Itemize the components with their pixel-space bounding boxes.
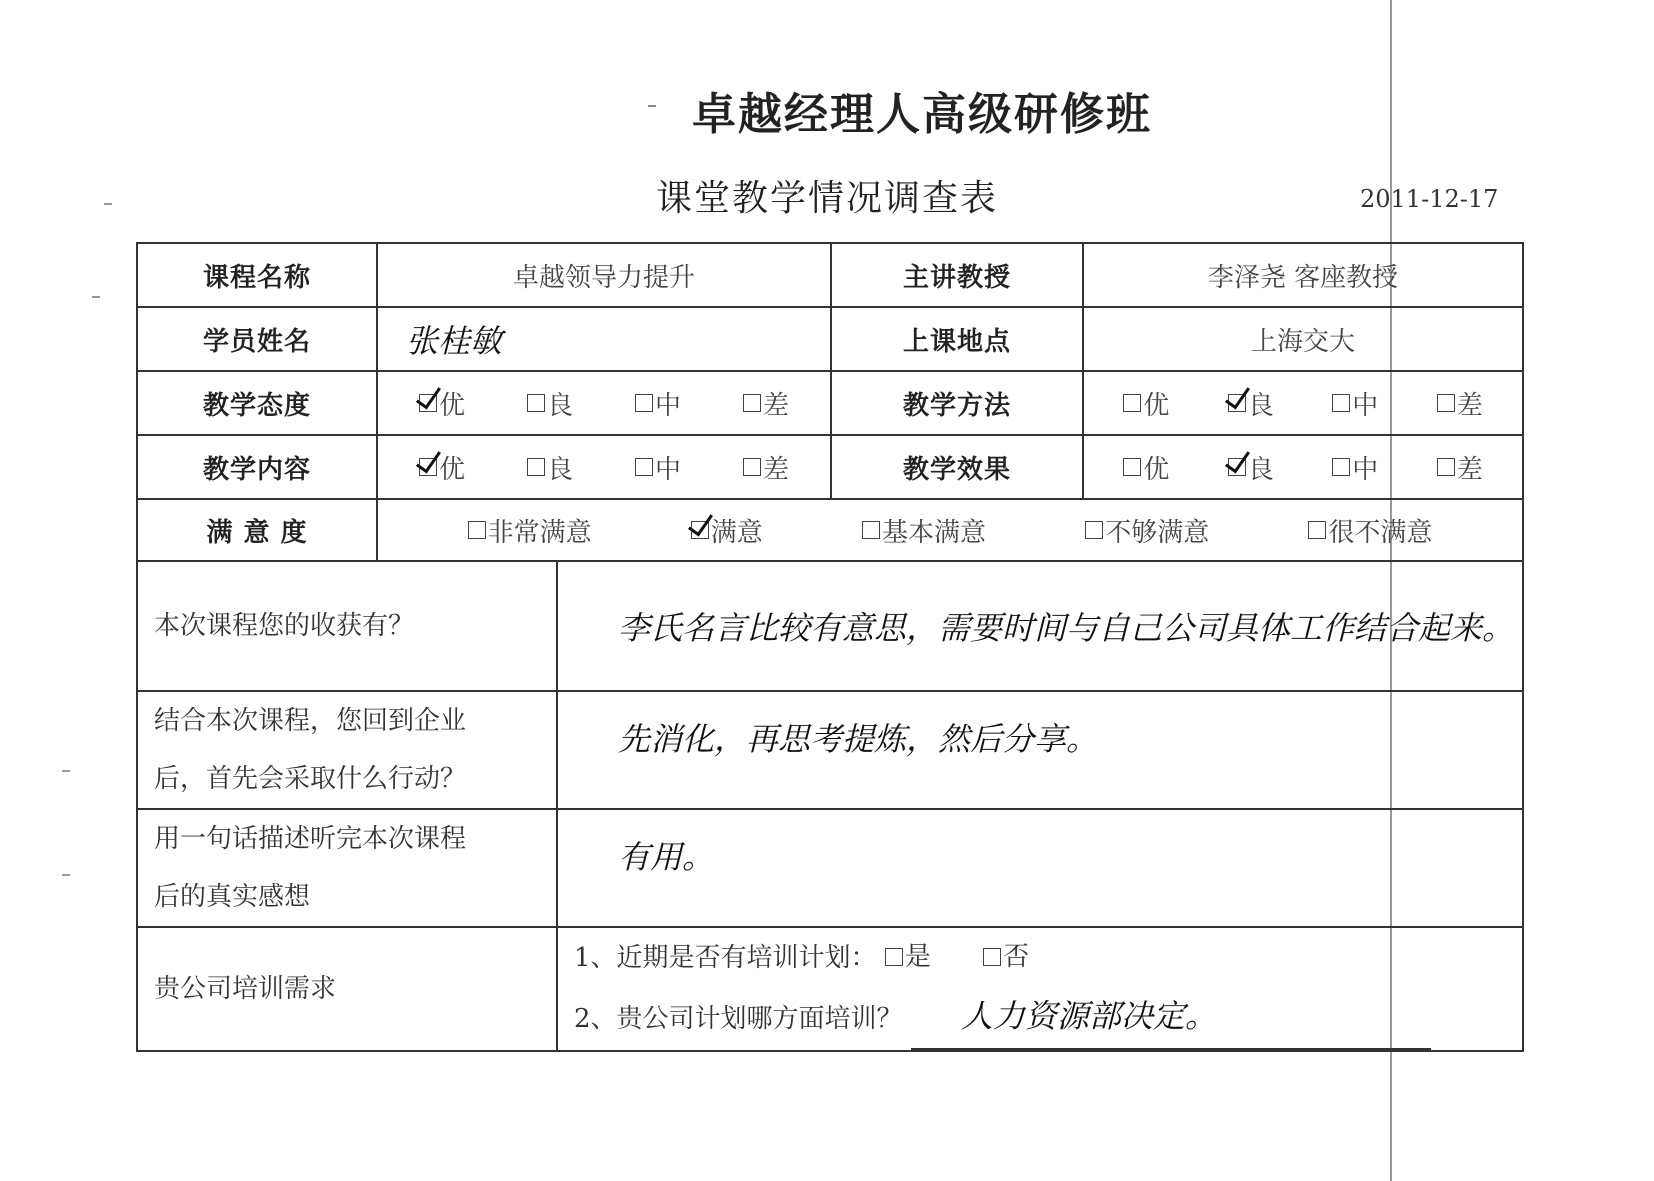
satisfaction-row (137, 499, 1523, 561)
print-mark (92, 296, 100, 298)
print-mark (62, 770, 70, 772)
student-row (137, 307, 1523, 371)
checkbox[interactable] (1123, 458, 1141, 476)
q4-answer-line[interactable] (911, 987, 1431, 1050)
option-yes[interactable]: 是 (885, 928, 931, 986)
course-value[interactable]: 卓越领导力提升 (377, 243, 831, 307)
content-effect-row (137, 435, 1523, 499)
q1-row (137, 561, 1523, 691)
option-average[interactable]: 中 (1332, 385, 1378, 422)
checkbox[interactable] (743, 394, 761, 412)
option-good[interactable]: 良 (527, 385, 573, 422)
checkbox-checked[interactable] (419, 458, 437, 476)
q2-answer-handwriting: 先消化，再思考提炼，然后分享。 (618, 720, 1099, 758)
checkbox[interactable] (983, 948, 1001, 966)
checkbox[interactable] (1123, 394, 1141, 412)
q1-answer-cell[interactable] (557, 561, 1523, 691)
q2-label: 结合本次课程，您回到企业 后，首先会采取什么行动？ (137, 691, 557, 809)
checkbox[interactable] (527, 394, 545, 412)
option-poor[interactable]: 差 (1437, 385, 1483, 422)
professor-label: 主讲教授 (831, 243, 1083, 307)
form-subtitle: 课堂教学情况调查表 (655, 178, 998, 219)
student-value-cell[interactable] (377, 307, 831, 371)
q4-item1: 1、近期是否有培训计划： 是 否 (574, 928, 1522, 987)
attitude-method-row (137, 371, 1523, 435)
student-label: 学员姓名 (137, 307, 377, 371)
attitude-options (377, 371, 831, 435)
q1-answer-handwriting: 李氏名言比较有意思，需要时间与自己公司具体工作结合起来。 (618, 609, 1515, 647)
form-date: 2011-12-17 (1360, 185, 1499, 213)
checkbox[interactable] (1332, 458, 1350, 476)
q1-label: 本次课程您的收获有？ (137, 561, 557, 691)
option-average[interactable]: 中 (635, 385, 681, 422)
satisfaction-label: 满 意 度 (137, 499, 377, 561)
checkbox[interactable] (635, 458, 653, 476)
method-label: 教学方法 (831, 371, 1083, 435)
professor-value[interactable]: 李泽尧 客座教授 (1083, 243, 1523, 307)
option-satisfied[interactable]: 满意 (691, 512, 763, 549)
checkbox[interactable] (527, 458, 545, 476)
survey-table (136, 242, 1524, 1052)
course-row (137, 243, 1523, 307)
option-excellent[interactable]: 优 (419, 449, 465, 486)
attitude-label: 教学态度 (137, 371, 377, 435)
content-options (377, 435, 831, 499)
checkbox[interactable] (885, 948, 903, 966)
q4-row (137, 927, 1523, 1051)
checkbox-checked[interactable] (691, 521, 709, 539)
option-poor[interactable]: 差 (743, 385, 789, 422)
location-label: 上课地点 (831, 307, 1083, 371)
option-good[interactable]: 良 (527, 449, 573, 486)
checkbox-checked[interactable] (1228, 394, 1246, 412)
option-excellent[interactable]: 优 (1123, 449, 1169, 486)
checkbox[interactable] (1437, 458, 1455, 476)
option-excellent[interactable]: 优 (1123, 385, 1169, 422)
q3-answer-handwriting: 有用。 (618, 838, 715, 876)
checkbox-checked[interactable] (1228, 458, 1246, 476)
option-very-satisfied[interactable]: 非常满意 (468, 512, 592, 549)
effect-options (1083, 435, 1523, 499)
option-average[interactable]: 中 (1332, 449, 1378, 486)
form-title: 卓越经理人高级研修班 (692, 89, 1152, 140)
q3-label: 用一句话描述听完本次课程 后的真实感想 (137, 809, 557, 927)
checkbox[interactable] (1332, 394, 1350, 412)
student-name-handwriting: 张桂敏 (406, 322, 503, 360)
option-good[interactable]: 良 (1228, 385, 1274, 422)
location-value[interactable]: 上海交大 (1083, 307, 1523, 371)
q2-row (137, 691, 1523, 809)
course-label: 课程名称 (137, 243, 377, 307)
content-label: 教学内容 (137, 435, 377, 499)
satisfaction-options (377, 499, 1523, 561)
option-not-satisfied-enough[interactable]: 不够满意 (1085, 512, 1209, 549)
checkbox[interactable] (862, 521, 880, 539)
q3-answer-cell[interactable] (557, 809, 1523, 927)
checkbox-checked[interactable] (419, 394, 437, 412)
checkbox[interactable] (635, 394, 653, 412)
q4-label: 贵公司培训需求 (137, 927, 557, 1051)
option-basically-satisfied[interactable]: 基本满意 (862, 512, 986, 549)
effect-label: 教学效果 (831, 435, 1083, 499)
option-good[interactable]: 良 (1228, 449, 1274, 486)
checkbox[interactable] (468, 521, 486, 539)
q2-answer-cell[interactable] (557, 691, 1523, 809)
option-excellent[interactable]: 优 (419, 385, 465, 422)
q3-row (137, 809, 1523, 927)
checkbox[interactable] (1437, 394, 1455, 412)
q4-item2: 2、贵公司计划哪方面培训？ 人力资源部决定。 (574, 987, 1522, 1050)
option-very-unsatisfied[interactable]: 很不满意 (1308, 512, 1432, 549)
option-no[interactable]: 否 (983, 928, 1029, 986)
method-options (1083, 371, 1523, 435)
checkbox[interactable] (1085, 521, 1103, 539)
q4-answer-cell (557, 927, 1523, 1051)
checkbox[interactable] (743, 458, 761, 476)
checkbox[interactable] (1308, 521, 1326, 539)
option-average[interactable]: 中 (635, 449, 681, 486)
q4-answer-handwriting: 人力资源部决定。 (960, 997, 1217, 1035)
print-mark (62, 874, 70, 876)
option-poor[interactable]: 差 (743, 449, 789, 486)
option-poor[interactable]: 差 (1437, 449, 1483, 486)
